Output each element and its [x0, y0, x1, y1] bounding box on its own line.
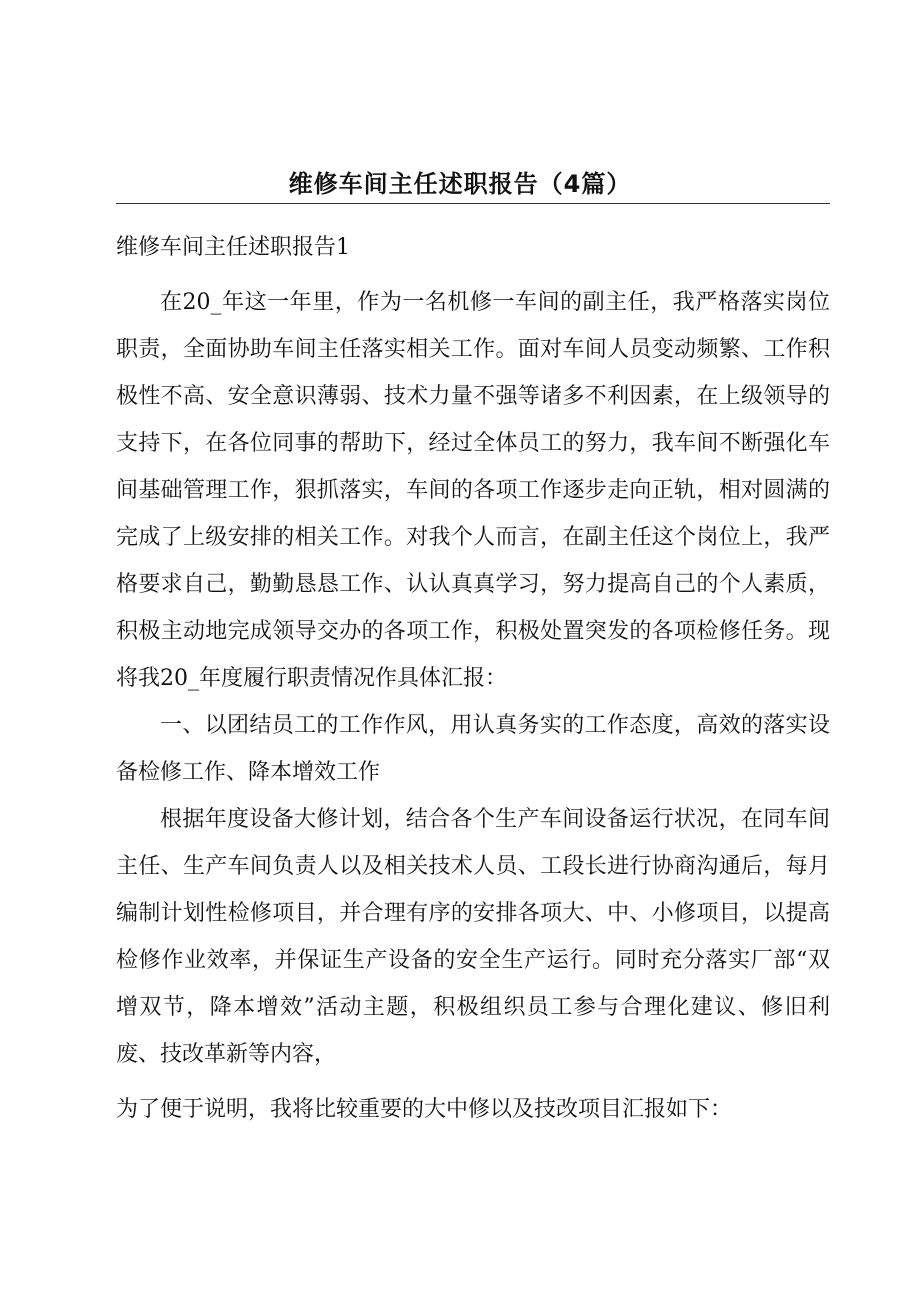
paragraph-overhaul-plan: 根据年度设备大修计划，结合各个生产车间设备运行状况，在同车间主任、生产车间负责人以及相关技术人员、工段长进行协商沟通后，每月编制计划性检修项目，并合理有序的安排各项大、中、小修项目，以提高检修作业效率，并保证生产设备的安全生产运行。同时充分落实厂部“双增双节，降本增效”活动主题，积极组织员工参与合理化建议、修旧利废、技改革新等内容， [116, 807, 830, 1067]
paragraph-closing: 为了便于说明，我将比较重要的大中修以及技改项目汇报如下： [116, 1097, 733, 1122]
document-body [116, 224, 830, 1133]
section-heading: 维修车间主任述职报告1 [116, 235, 350, 260]
paragraph-intro: 在20_年这一年里，作为一名机修一车间的副主任，我严格落实岗位职责，全面协助车间主任落实相关工作。面对车间人员变动频繁、工作积极性不高、安全意识薄弱、技术力量不强等诸多不利因素，在上级领导的支持下，在各位同事的帮助下，经过全体员工的努力，我车间不断强化车间基础管理工作，狠抓落实，车间的各项工作逐步走向正轨，相对圆满的完成了上级安排的相关工作。对我个人而言，在副主任这个岗位上，我严格要求自己，勤勤恳恳工作、认认真真学习，努力提高自己的个人素质，积极主动地完成领导交办的各项工作，积极处置突发的各项检修任务。现将我20_年度履行职责情况作具体汇报： [116, 290, 830, 691]
document-title: 维修车间主任述职报告（4篇） [288, 170, 632, 198]
paragraph-point-one: 一、以团结员工的工作作风，用认真务实的工作态度，高效的落实设备检修工作、降本增效工作 [116, 713, 830, 785]
title-divider [116, 203, 830, 204]
